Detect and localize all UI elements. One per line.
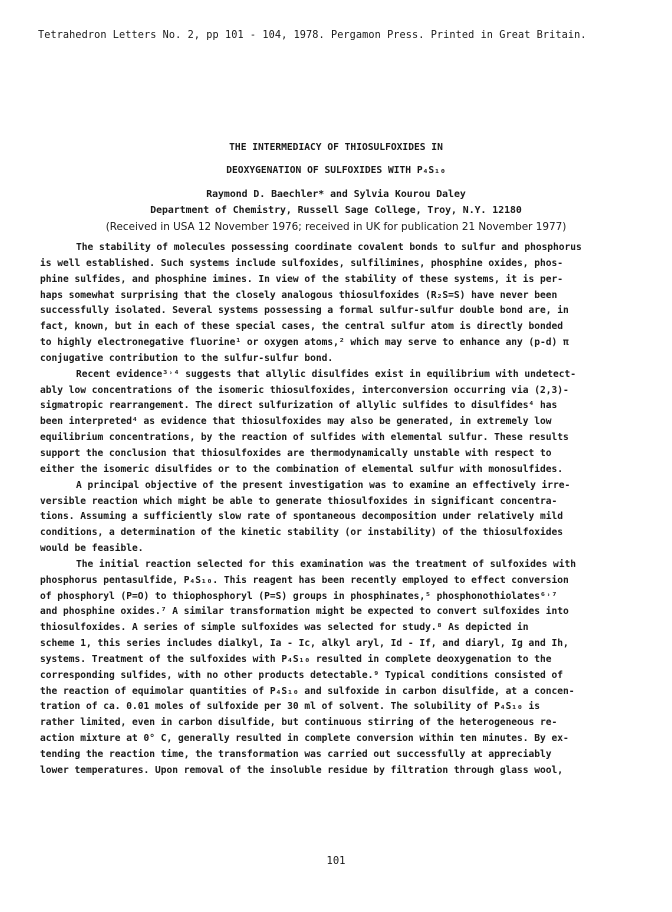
body-line: support the conclusion that thiosulfoxides are thermodynamically unstable with respect to bbox=[40, 447, 552, 459]
body-line: versible reaction which might be able to generate thiosulfoxides in significant concentra- bbox=[40, 495, 558, 507]
body-line: tration of ca. 0.01 moles of sulfoxide per 30 ml of solvent. The solubility of P₄S₁₀ is bbox=[40, 701, 541, 713]
page-number: 101 bbox=[326, 855, 346, 867]
authors: Raymond D. Baechler* and Sylvia Kourou Daley bbox=[206, 189, 466, 200]
body-line: conditions, a determination of the kinetic stability (or instability) of the thiosulfoxides bbox=[40, 527, 564, 539]
body-line: equilibrium concentrations, by the reaction of sulfides with elemental sulfur. These results bbox=[40, 432, 569, 444]
article-title-line-2: DEOXYGENATION OF SULFOXIDES WITH P₄S₁₀ bbox=[226, 165, 446, 176]
body-line: is well established. Such systems include sulfoxides, sulfilimines, phosphine oxides, phos- bbox=[40, 257, 564, 269]
body-line: ably low concentrations of the isomeric thiosulfoxides, interconversion occurring via (2,3)- bbox=[40, 384, 569, 396]
affiliation: Department of Chemistry, Russell Sage College, Troy, N.Y. 12180 bbox=[150, 205, 522, 216]
body-line: action mixture at 0° C, generally resulted in complete conversion within ten minutes. By ex- bbox=[40, 733, 569, 745]
body-line: thiosulfoxides. A series of simple sulfoxides was selected for study.⁸ As depicted in bbox=[40, 622, 529, 634]
body-line: would be feasible. bbox=[40, 543, 144, 555]
body-line: tions. Assuming a sufficiently slow rate of spontaneous decomposition under relatively mild bbox=[40, 511, 564, 523]
body-line: The stability of molecules possessing coordinate covalent bonds to sulfur and phosphorus bbox=[76, 242, 582, 253]
body-line: fact, known, but in each of these special cases, the central sulfur atom is directly bonded bbox=[40, 321, 564, 333]
body-line: the reaction of equimolar quantities of P₄S₁₀ and sulfoxide in carbon disulfide, at a concen- bbox=[40, 685, 575, 697]
body-line: A principal objective of the present investigation was to examine an effectively irre- bbox=[76, 479, 571, 491]
body-line: Recent evidence³˒⁴ suggests that allylic disulfides exist in equilibrium with undetect- bbox=[76, 368, 577, 380]
journal-header: Tetrahedron Letters No. 2, pp 101 - 104, 1978. Pergamon Press. Printed in Great Britain. bbox=[38, 30, 587, 41]
article-body bbox=[40, 240, 650, 779]
body-line: haps somewhat surprising that the closely analogous thiosulfoxides (R₂S=S) have never been bbox=[40, 289, 558, 301]
body-line: phosphorus pentasulfide, P₄S₁₀. This reagent has been recently employed to effect conversion bbox=[40, 574, 569, 586]
body-line: rather limited, even in carbon disulfide, but continuous stirring of the heterogeneous re- bbox=[40, 717, 558, 729]
body-line: corresponding sulfides, with no other products detectable.⁹ Typical conditions consisted of bbox=[40, 669, 564, 681]
body-line: conjugative contribution to the sulfur-sulfur bond. bbox=[40, 352, 334, 364]
body-line: systems. Treatment of the sulfoxides with P₄S₁₀ resulted in complete deoxygenation to the bbox=[40, 653, 552, 665]
body-line: sigmatropic rearrangement. The direct sulfurization of allylic sulfides to disulfides⁴ has bbox=[40, 400, 558, 412]
body-line: been interpreted⁴ as evidence that thiosulfoxides may also be generated, in extremely low bbox=[40, 416, 552, 428]
body-line: successfully isolated. Several systems possessing a formal sulfur-sulfur double bond are, in bbox=[40, 305, 569, 317]
body-line: phine sulfides, and phosphine imines. In view of the stability of these systems, it is per- bbox=[40, 273, 564, 285]
body-line: lower temperatures. Upon removal of the insoluble residue by filtration through glass wool, bbox=[40, 764, 564, 776]
body-line: tending the reaction time, the transformation was carried out successfully at appreciably bbox=[40, 749, 552, 760]
body-line: scheme 1, this series includes dialkyl, Ia - Ic, alkyl aryl, Id - If, and diaryl, Ig and Ih, bbox=[40, 638, 569, 650]
article-title-line-1: THE INTERMEDIACY OF THIOSULFOXIDES IN bbox=[229, 142, 443, 153]
body-line: of phosphoryl (P=O) to thiophosphoryl (P=S) groups in phosphinates,⁵ phosphonothiolates⁶˒⁷ bbox=[40, 590, 558, 602]
body-line: and phosphine oxides.⁷ A similar transformation might be expected to convert sulfoxides into bbox=[40, 606, 569, 618]
received-dates: (Received in USA 12 November 1976; received in UK for publication 21 November 1977) bbox=[105, 221, 567, 233]
body-line: to highly electronegative fluorine¹ or oxygen atoms,² which may serve to enhance any (p-d) π bbox=[40, 337, 569, 349]
body-line: The initial reaction selected for this examination was the treatment of sulfoxides with bbox=[76, 558, 577, 570]
body-line: either the isomeric disulfides or to the combination of elemental sulfur with monosulfides. bbox=[40, 463, 564, 475]
